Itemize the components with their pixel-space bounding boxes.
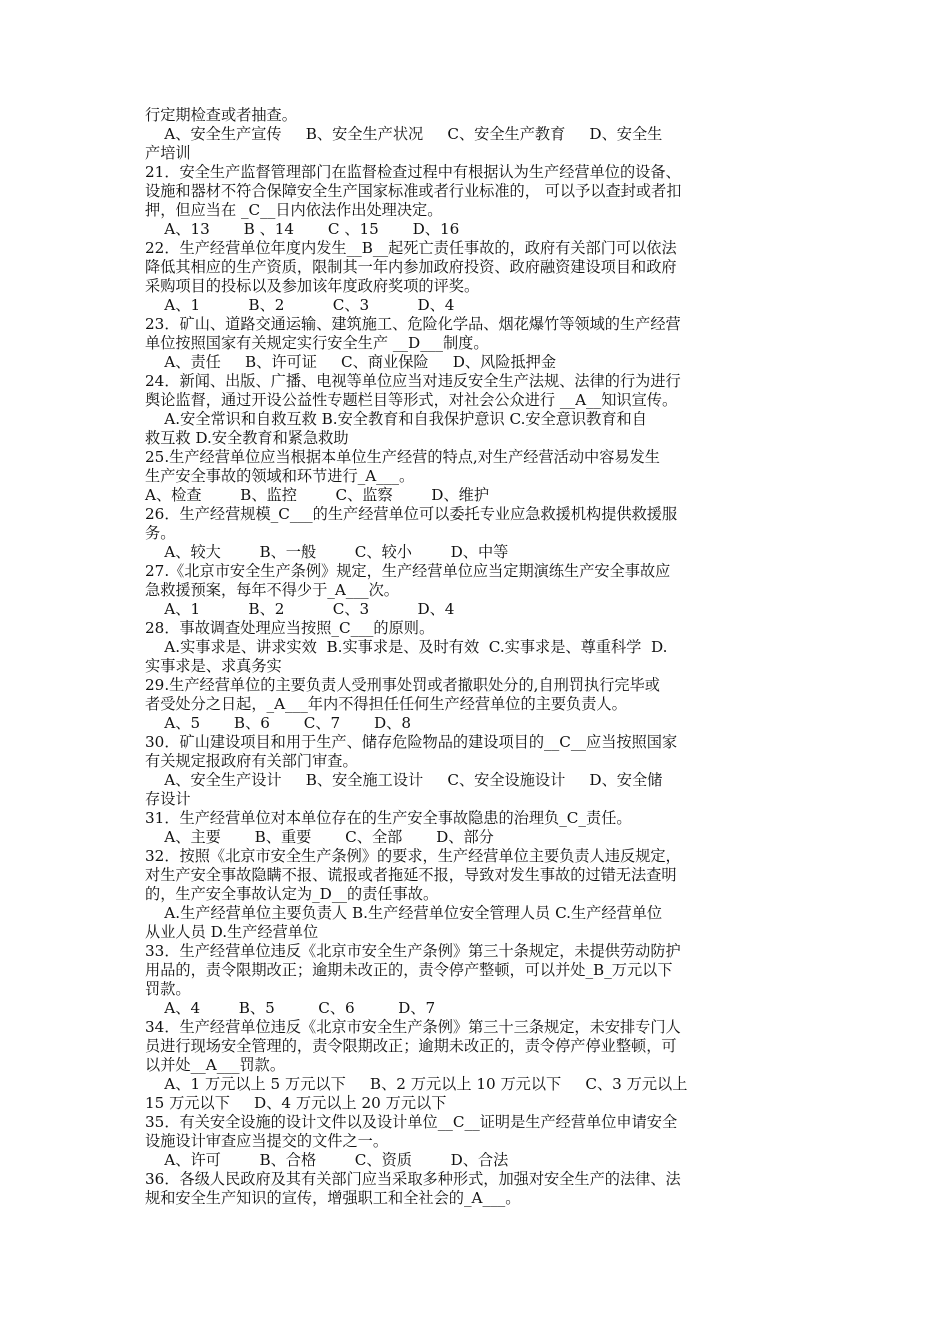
text-line: 对生产安全事故隐瞒不报、谎报或者拖延不报，导致对发生事故的过错无法查明 bbox=[145, 866, 677, 884]
text-line: 设施设计审查应当提交的文件之一。 bbox=[145, 1132, 388, 1150]
text-line: 产培训 bbox=[145, 144, 191, 162]
text-line: 者受处分之日起，_A___年内不得担任任何生产经营单位的主要负责人。 bbox=[145, 695, 627, 713]
text-line: 33．生产经营单位违反《北京市安全生产条例》第三十条规定，未提供劳动防护 bbox=[145, 942, 681, 960]
text-line: A.安全常识和自救互救 B.安全教育和自我保护意识 C.安全意识教育和自 bbox=[145, 410, 647, 428]
text-line: 28．事故调查处理应当按照_C___的原则。 bbox=[145, 619, 435, 637]
text-line: 存设计 bbox=[145, 790, 191, 808]
text-line: 舆论监督，通过开设公益性专题栏目等形式，对社会公众进行 __A__知识宣传。 bbox=[145, 391, 678, 409]
text-line: 有关规定报政府有关部门审查。 bbox=[145, 752, 358, 770]
text-line: 采购项目的投标以及参加该年度政府奖项的评奖。 bbox=[145, 277, 480, 295]
text-line: 15 万元以下 D、4 万元以上 20 万元以下 bbox=[145, 1094, 447, 1112]
text-line: 设施和器材不符合保障安全生产国家标准或者行业标准的， 可以予以查封或者扣 bbox=[145, 182, 682, 200]
text-line: A、13 B 、14 C 、15 D、16 bbox=[145, 220, 460, 238]
text-line: A、检查 B、监控 C、监察 D、维护 bbox=[145, 486, 490, 504]
text-line: A、责任 B、许可证 C、商业保险 D、风险抵押金 bbox=[145, 353, 557, 371]
text-line: 用品的，责令限期改正；逾期未改正的，责令停产整顿，可以并处_B_万元以下 bbox=[145, 961, 673, 979]
text-line: 急救援预案，每年不得少于_A___次。 bbox=[145, 581, 399, 599]
text-line: A、1 B、2 C、3 D、4 bbox=[145, 296, 455, 314]
text-line: 32．按照《北京市安全生产条例》的要求，生产经营单位主要负责人违反规定， bbox=[145, 847, 681, 865]
text-line: 26．生产经营规模_C___的生产经营单位可以委托专业应急救援机构提供救援服 bbox=[145, 505, 678, 523]
text-line: 务。 bbox=[145, 524, 176, 542]
text-line: A、4 B、5 C、6 D、7 bbox=[145, 999, 436, 1017]
text-line: 23．矿山、道路交通运输、建筑施工、危险化学品、烟花爆竹等领域的生产经营 bbox=[145, 315, 681, 333]
text-line: 实事求是、求真务实 bbox=[145, 657, 282, 675]
text-line: 降低其相应的生产资质，限制其一年内参加政府投资、政府融资建设项目和政府 bbox=[145, 258, 677, 276]
text-line: 押，但应当在 _C__日内依法作出处理决定。 bbox=[145, 201, 443, 219]
text-line: 行定期检查或者抽查。 bbox=[145, 106, 297, 124]
text-line: 27.《北京市安全生产条例》规定，生产经营单位应当定期演练生产安全事故应 bbox=[145, 562, 671, 580]
text-line: A、安全生产设计 B、安全施工设计 C、安全设施设计 D、安全储 bbox=[145, 771, 663, 789]
text-line: 以并处__A___罚款。 bbox=[145, 1056, 286, 1074]
text-line: 30．矿山建设项目和用于生产、储存危险物品的建设项目的__C__应当按照国家 bbox=[145, 733, 678, 751]
text-line: A、5 B、6 C、7 D、8 bbox=[145, 714, 412, 732]
text-line: A.实事求是、讲求实效 B.实事求是、及时有效 C.实事求是、尊重科学 D. bbox=[145, 638, 668, 656]
text-line: 35．有关安全设施的设计文件以及设计单位__C__证明是生产经营单位申请安全 bbox=[145, 1113, 678, 1131]
text-line: A.生产经营单位主要负责人 B.生产经营单位安全管理人员 C.生产经营单位 bbox=[145, 904, 663, 922]
text-line: 31．生产经营单位对本单位存在的生产安全事故隐患的治理负_C_责任。 bbox=[145, 809, 632, 827]
text-line: 罚款。 bbox=[145, 980, 191, 998]
text-line: 救互救 D.安全教育和紧急救助 bbox=[145, 429, 349, 447]
text-line: A、主要 B、重要 C、全部 D、部分 bbox=[145, 828, 494, 846]
text-line: 从业人员 D.生产经营单位 bbox=[145, 923, 319, 941]
text-line: A、1 万元以上 5 万元以下 B、2 万元以上 10 万元以下 C、3 万元以上 bbox=[145, 1075, 688, 1093]
text-line: 生产安全事故的领域和环节进行_A___。 bbox=[145, 467, 415, 485]
document-body bbox=[145, 106, 815, 1208]
text-line: 24．新闻、出版、广播、电视等单位应当对违反安全生产法规、法律的行为进行 bbox=[145, 372, 681, 390]
text-line: 34．生产经营单位违反《北京市安全生产条例》第三十三条规定，未安排专门人 bbox=[145, 1018, 681, 1036]
text-line: 员进行现场安全管理的，责令限期改正；逾期未改正的，责令停产停业整顿，可 bbox=[145, 1037, 677, 1055]
text-line: 22．生产经营单位年度内发生__B__起死亡责任事故的，政府有关部门可以依法 bbox=[145, 239, 677, 257]
text-line: A、许可 B、合格 C、资质 D、合法 bbox=[145, 1151, 509, 1169]
text-line: 21．安全生产监督管理部门在监督检查过程中有根据认为生产经营单位的设备、 bbox=[145, 163, 681, 181]
text-line: A、1 B、2 C、3 D、4 bbox=[145, 600, 455, 618]
text-line: 25.生产经营单位应当根据本单位生产经营的特点,对生产经营活动中容易发生 bbox=[145, 448, 660, 466]
text-line: 的，生产安全事故认定为_D__的责任事故。 bbox=[145, 885, 439, 903]
text-line: 36．各级人民政府及其有关部门应当采取多种形式，加强对安全生产的法律、法 bbox=[145, 1170, 681, 1188]
text-line: 单位按照国家有关规定实行安全生产 __D___制度。 bbox=[145, 334, 489, 352]
text-line: 29.生产经营单位的主要负责人受刑事处罚或者撤职处分的,自刑罚执行完毕或 bbox=[145, 676, 660, 694]
text-line: 规和安全生产知识的宣传，增强职工和全社会的_A___。 bbox=[145, 1189, 521, 1207]
text-line: A、安全生产宣传 B、安全生产状况 C、安全生产教育 D、安全生 bbox=[145, 125, 663, 143]
text-line: A、较大 B、一般 C、较小 D、中等 bbox=[145, 543, 509, 561]
